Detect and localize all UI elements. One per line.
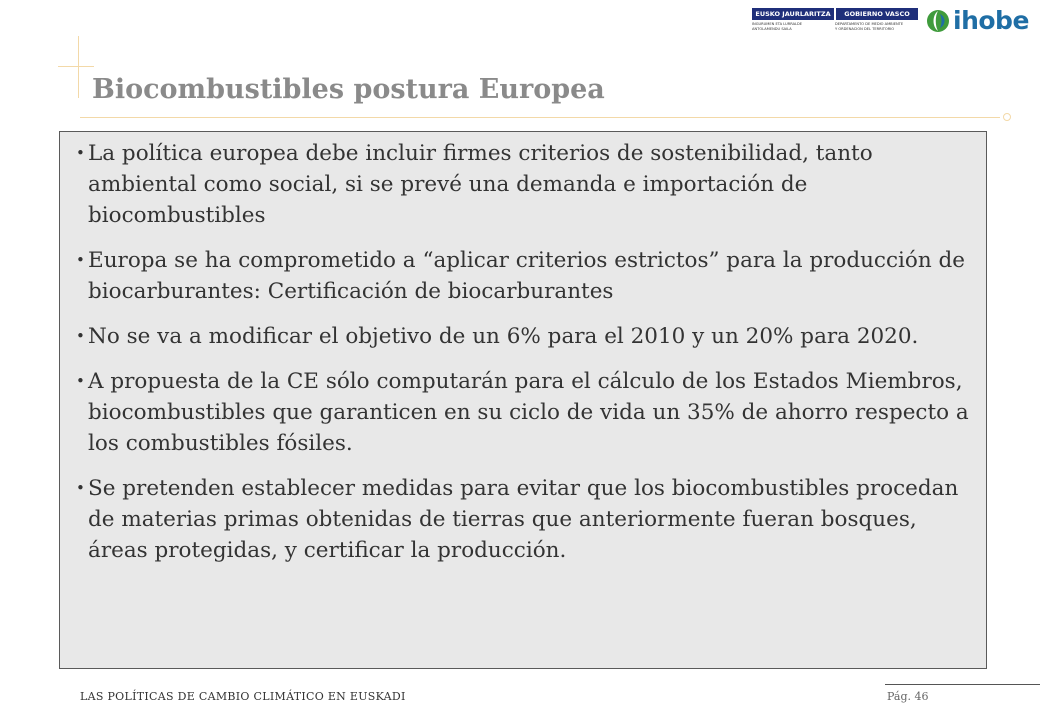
globe-leaf-icon [926,9,950,33]
bullet-text: A propuesta de la CE sólo computarán para el cálculo de los Estados Miembros, biocombustibles que garanticen en su ciclo de vida un 35% de ahorro respecto a los combustibles fósiles. [88,369,969,456]
content-box [59,131,987,669]
footer-document-title: LAS POLÍTICAS DE CAMBIO CLIMÁTICO EN EUSKADI [80,690,406,703]
header-logos [752,6,1029,36]
bullet-text: Europa se ha comprometido a “aplicar criterios estrictos” para la producción de biocarburantes: Certificación de biocarburantes [88,248,966,304]
gov-logo-left-subtitle [752,22,835,34]
corner-decoration-horizontal [58,66,94,67]
bullet-item [76,321,970,352]
bullet-item [76,245,970,307]
gov-logo-left-name: EUSKO JAURLARITZA [752,8,834,20]
ihobe-logo [926,7,1029,35]
gov-logo-right-sub-2: Y ORDENACIÓN DEL TERRITORIO [835,27,895,31]
bullet-mark: • [76,144,85,162]
corner-decoration-vertical [78,36,79,98]
slide-title: Biocombustibles postura Europea [92,74,605,105]
bullet-mark: • [76,479,85,497]
gov-logo-right-name: GOBIERNO VASCO [836,8,918,20]
bullet-mark: • [76,372,85,390]
footer-rule [885,684,1040,685]
basque-government-logo [752,8,918,34]
bullet-item [76,138,970,231]
gov-logo-left-sub-1: INGURUMEN ETA LURRALDE [752,22,803,26]
bullet-item [76,366,970,459]
bullet-text: La política europea debe incluir firmes criterios de sostenibilidad, tanto ambiental como social, si se prevé una demanda e importación de biocombustibles [88,141,873,228]
bullet-mark: • [76,251,85,269]
bullet-mark: • [76,327,85,345]
bullet-text: No se va a modificar el objetivo de un 6% para el 2010 y un 20% para 2020. [88,324,919,349]
bullet-text: Se pretenden establecer medidas para evitar que los biocombustibles procedan de materias primas obtenidas de tierras que anteriormente fueran bosques, áreas protegidas, y certificar la producción. [88,476,959,563]
rule-end-circle [1003,113,1011,121]
gov-logo-left-sub-2: ANTOLAMENDU SAILA [752,27,792,31]
bullet-item [76,473,970,566]
page-number: Pág. 46 [887,690,929,703]
gov-logo-right-sub-1: DEPARTAMENTO DE MEDIO AMBIENTE [835,22,904,26]
ihobe-logo-text: ihobe [953,6,1029,35]
gov-logo-right-subtitle [835,22,918,34]
title-underline-rule [80,117,1000,118]
